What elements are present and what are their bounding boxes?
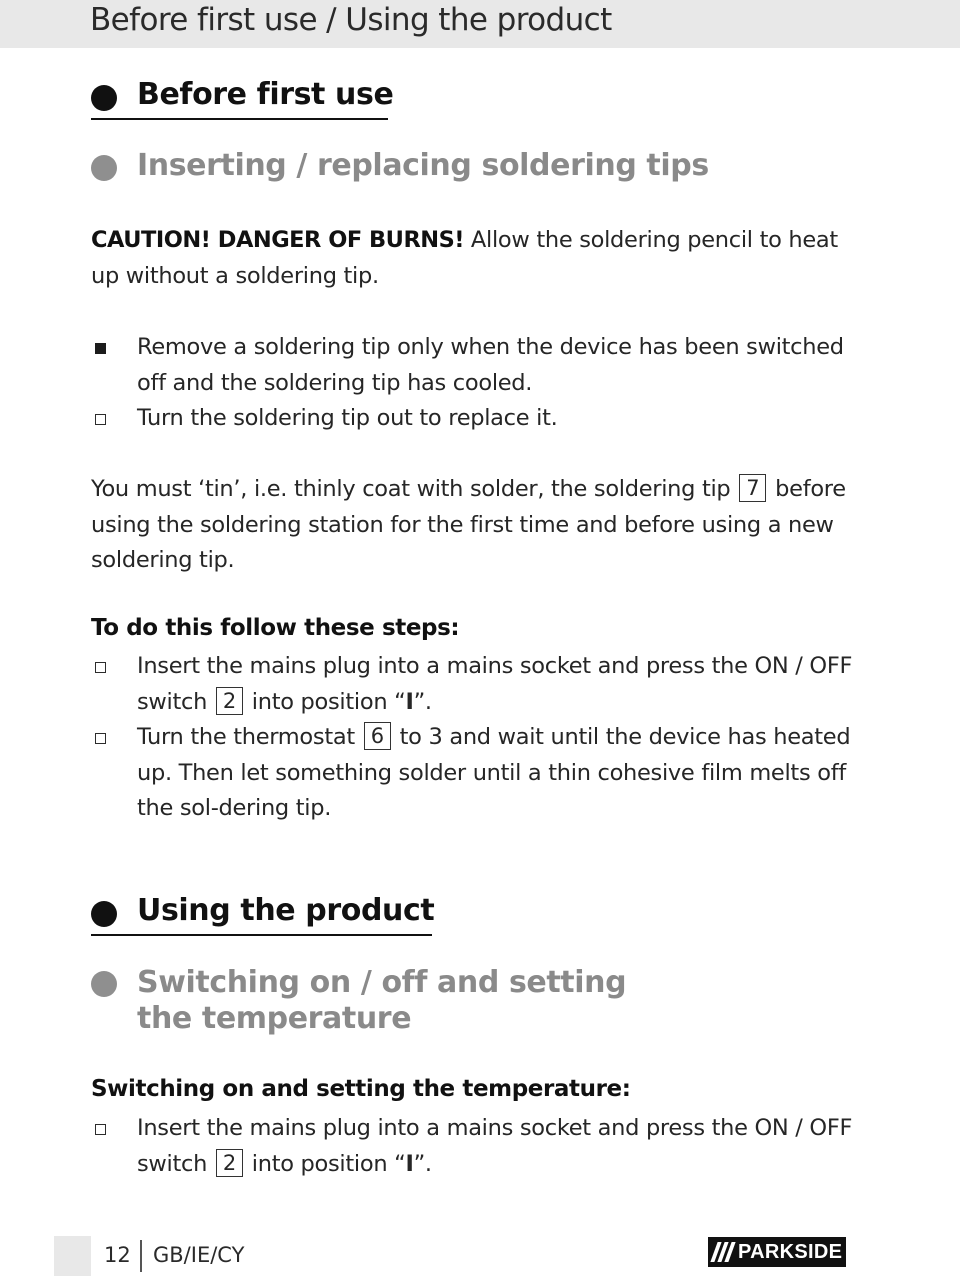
heading-underline xyxy=(91,118,388,120)
list-item: Turn the soldering tip out to replace it. xyxy=(137,405,558,431)
part-ref-6: 6 xyxy=(364,722,391,750)
heading-underline xyxy=(91,934,432,936)
position-mark: I xyxy=(405,688,414,715)
step-text: ”. xyxy=(413,688,432,715)
caution-label: CAUTION! DANGER OF BURNS! xyxy=(91,227,465,253)
list-item: Remove a soldering tip only when the device has been switched off and the soldering tip has cooled. xyxy=(137,334,844,396)
step-text: Insert the mains plug into a mains socket and press the ON / OFF switch xyxy=(137,1115,853,1177)
step-text: to 3 and wait until the device has heated up. Then let something solder until a thin cohesive film melts off the sol-dering tip. xyxy=(137,724,851,821)
part-ref-2: 2 xyxy=(216,1149,243,1177)
open-square-bullet-icon xyxy=(95,414,106,425)
page-header xyxy=(0,0,960,48)
heading-switching-line1: Switching on / off and setting xyxy=(137,965,627,1000)
subsection-bullet-icon xyxy=(91,971,117,997)
heading-using-product: Using the product xyxy=(137,893,435,928)
part-ref-2: 2 xyxy=(216,687,243,715)
region-code: GB/IE/CY xyxy=(153,1243,245,1267)
heading-switching-line2: the temperature xyxy=(137,1001,412,1036)
step-text: ”. xyxy=(413,1150,432,1177)
brand-name: PARKSIDE xyxy=(738,1241,843,1263)
open-square-bullet-icon xyxy=(95,1124,106,1135)
brand-stripes-icon xyxy=(714,1239,732,1265)
footer-divider xyxy=(140,1240,142,1272)
caution-paragraph xyxy=(91,223,861,294)
page-title: Before first use / Using the product xyxy=(90,2,612,38)
switching-subheading: Switching on and setting the temperature: xyxy=(91,1076,631,1102)
part-ref-7: 7 xyxy=(739,474,766,502)
step-text: into position “ xyxy=(244,688,406,715)
step-item xyxy=(137,649,872,720)
subsection-bullet-icon xyxy=(91,155,117,181)
caution-text: Allow the soldering pencil to heat up without a soldering tip. xyxy=(91,227,838,289)
footer-marker xyxy=(54,1236,91,1276)
tinning-text-cont: before using the soldering station for the first time and before using a new soldering tip. xyxy=(91,476,846,573)
open-square-bullet-icon xyxy=(95,733,106,744)
open-square-bullet-icon xyxy=(95,662,106,673)
tinning-text: You must ‘tin’, i.e. thinly coat with solder, the soldering tip xyxy=(91,476,738,502)
section-bullet-icon xyxy=(91,85,117,111)
section-bullet-icon xyxy=(91,901,117,927)
filled-square-bullet-icon xyxy=(95,343,106,354)
steps-heading: To do this follow these steps: xyxy=(91,615,460,641)
page-number: 12 xyxy=(104,1243,131,1267)
brand-logo xyxy=(708,1237,846,1267)
step-text: Turn the thermostat xyxy=(137,724,362,750)
heading-inserting-tips: Inserting / replacing soldering tips xyxy=(137,148,709,183)
step-text: Insert the mains plug into a mains socket and press the ON / OFF switch xyxy=(137,653,853,715)
step-item xyxy=(137,1111,872,1182)
heading-before-first-use: Before first use xyxy=(137,77,394,112)
step-text: into position “ xyxy=(244,1150,406,1177)
tinning-paragraph xyxy=(91,472,861,579)
step-item xyxy=(137,720,872,827)
position-mark: I xyxy=(405,1150,414,1177)
